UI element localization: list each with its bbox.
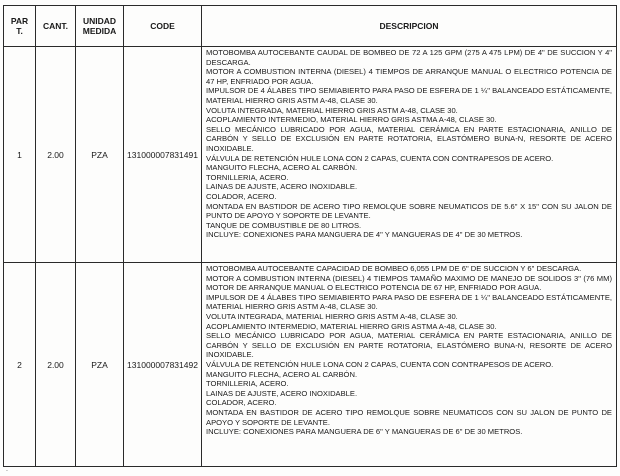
- desc-line: VÁLVULA DE RETENCIÓN HULE LONA CON 2 CAPAS, CUENTA CON CONTRAPESOS DE ACERO.: [206, 153, 554, 163]
- desc-line: INCLUYE: CONEXIONES PARA MANGUERA DE 4" Y MANGUERAS DE 4" DE 30 METROS.: [206, 230, 523, 240]
- header-partida: PAR T.: [4, 6, 36, 47]
- desc-line: TORNILLERIA, ACERO.: [206, 172, 289, 182]
- desc-line: IMPULSOR DE 4 ÁLABES TIPO SEMIABIERTO PARA PASO DE ESFERA DE 1 ¼" BALANCEADO ESTÁTICAMENTE, MATERIAL HIERRO GRIS ASTM A-48, CLASE 30.: [206, 292, 612, 312]
- desc-line: MANGUITO FLECHA, ACERO AL CARBÓN.: [206, 163, 358, 173]
- desc-line: VÁLVULA DE RETENCIÓN HULE LONA CON 2 CAPAS, CUENTA CON CONTRAPESOS DE ACERO.: [206, 359, 554, 369]
- cell-cantidad: 2.00: [36, 47, 76, 263]
- desc-line: COLADOR, ACERO.: [206, 398, 277, 408]
- desc-line: MOTOR A COMBUSTION INTERNA (DIESEL) 4 TIEMPOS TAMAÑO MAXIMO DE MANEJO DE SOLIDOS 3" (76 MM) MOTOR DE ARRANQUE MANUAL O ELECTRICO POTENCIA DE 67 HP, ENFRIADO POR AGUA.: [206, 273, 612, 293]
- scan-mark: .: [6, 466, 8, 473]
- cell-unidad: PZA: [76, 263, 124, 467]
- cell-code: 131000007831491: [124, 47, 202, 263]
- header-cantidad: CANT.: [36, 6, 76, 47]
- desc-line: MOTOBOMBA AUTOCEBANTE CAUDAL DE BOMBEO DE 72 A 125 GPM (275 A 475 LPM) DE 4" DE SUCCION Y 4" DESCARGA.: [206, 48, 612, 67]
- desc-line: SELLO MECÁNICO LUBRICADO POR AGUA, MATERIAL CERÁMICA EN PARTE ESTACIONARIA, ANILLO DE CARBÓN Y SELLO DE EXCLUSIÓN EN PARTE ROTATORIA, ELASTÓMERO BUNA-N, RESORTE DE ACERO INOXIDABLE.: [206, 124, 612, 153]
- spec-table: [3, 5, 617, 467]
- cell-descripcion: [202, 47, 617, 263]
- desc-line: MONTADA EN BASTIDOR DE ACERO TIPO REMOLQUE SOBRE NEUMATICOS DE 5.6" X 15" CON SU JALON DE PUNTO DE APOYO Y SOPORTE DE LEVANTE.: [206, 201, 612, 221]
- cell-partida: 2: [4, 263, 36, 467]
- desc-line: MOTOBOMBA AUTOCEBANTE CAPACIDAD DE BOMBEO 6,055 LPM DE 6" DE SUCCION Y 6" DESCARGA.: [206, 264, 582, 273]
- desc-line: LAINAS DE AJUSTE, ACERO INOXIDABLE.: [206, 182, 358, 192]
- desc-line: LAINAS DE AJUSTE, ACERO INOXIDABLE.: [206, 388, 358, 398]
- header-descripcion: DESCRIPCION: [202, 6, 617, 47]
- desc-line: COLADOR, ACERO.: [206, 191, 277, 201]
- cell-unidad: PZA: [76, 47, 124, 263]
- desc-line: VOLUTA INTEGRADA, MATERIAL HIERRO GRIS ASTM A-48, CLASE 30.: [206, 105, 458, 115]
- header-code: CODE: [124, 6, 202, 47]
- desc-line: MONTADA EN BASTIDOR DE ACERO TIPO REMOLQUE SOBRE NEUMATICOS CON SU JALON DE PUNTO DE APOYO Y SOPORTE DE LEVANTE.: [206, 407, 612, 427]
- desc-line: MANGUITO FLECHA, ACERO AL CARBÓN.: [206, 369, 358, 379]
- desc-line: ACOPLAMIENTO INTERMEDIO, MATERIAL HIERRO GRIS ASTMA A-48, CLASE 30.: [206, 321, 497, 331]
- header-unidad: UNIDAD MEDIDA: [76, 6, 124, 47]
- cell-partida: 1: [4, 47, 36, 263]
- table-row: [4, 263, 617, 467]
- desc-line: SELLO MECÁNICO LUBRICADO POR AGUA, MATERIAL CERÁMICA EN PARTE ESTACIONARIA, ANILLO DE CARBÓN Y SELLO DE EXCLUSIÓN EN PARTE ROTATORIA, ELASTÓMERO BUNA-N, RESORTE DE ACERO INOXIDABLE.: [206, 331, 612, 360]
- desc-line: TANQUE DE COMBUSTIBLE DE 80 LITROS.: [206, 220, 362, 230]
- table-row: [4, 47, 617, 263]
- cell-descripcion: [202, 263, 617, 467]
- desc-line: TORNILLERIA, ACERO.: [206, 379, 289, 389]
- desc-line: ACOPLAMIENTO INTERMEDIO, MATERIAL HIERRO GRIS ASTMA A-48, CLASE 30.: [206, 115, 497, 125]
- cell-code: 131000007831492: [124, 263, 202, 467]
- desc-line: INCLUYE: CONEXIONES PARA MANGUERA DE 6" Y MANGUERAS DE 6" DE 30 METROS.: [206, 427, 523, 437]
- cell-cantidad: 2.00: [36, 263, 76, 467]
- desc-line: IMPULSOR DE 4 ÁLABES TIPO SEMIABIERTO PARA PASO DE ESFERA DE 1 ¼" BALANCEADO ESTÁTICAMENTE, MATERIAL HIERRO GRIS ASTM A-48, CLASE 30.: [206, 86, 612, 105]
- desc-line: VOLUTA INTEGRADA, MATERIAL HIERRO GRIS ASTM A-48, CLASE 30.: [206, 311, 458, 321]
- header-row: [4, 6, 617, 47]
- desc-line: MOTOR A COMBUSTION INTERNA (DIESEL) 4 TIEMPOS DE ARRANQUE MANUAL O ELECTRICO POTENCIA DE 47 HP, ENFRIADO POR AGUA.: [206, 67, 612, 86]
